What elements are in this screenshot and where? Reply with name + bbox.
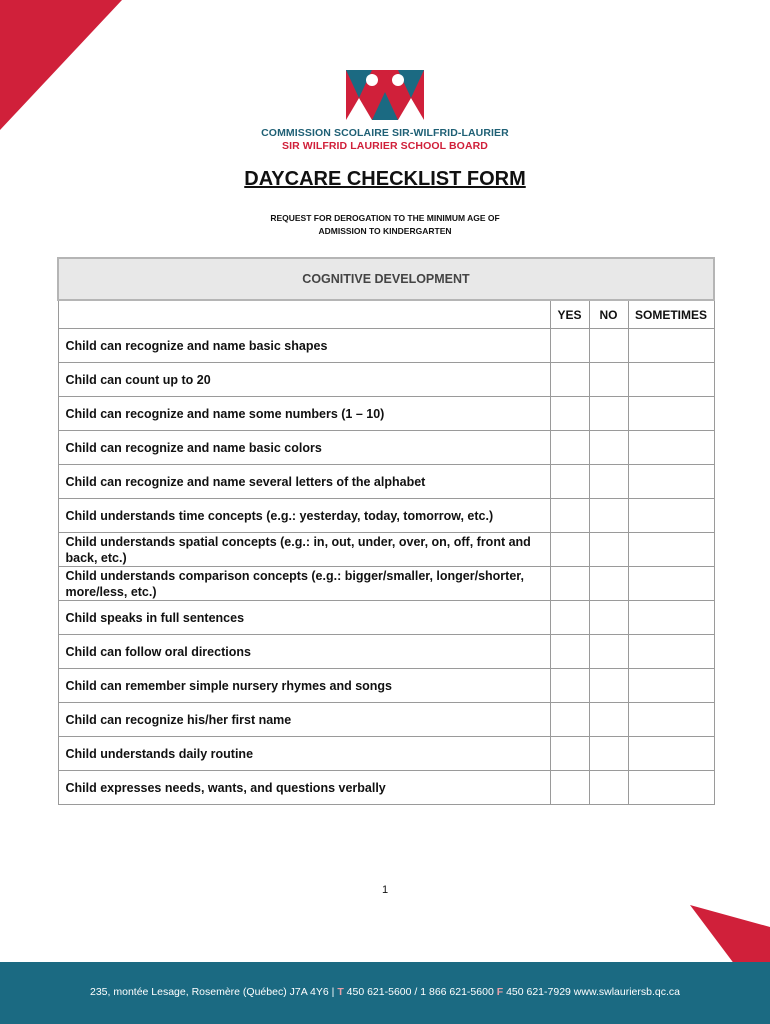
table-row — [58, 669, 714, 703]
checkbox-yes[interactable] — [550, 635, 589, 669]
checklist-table — [57, 257, 715, 805]
checklist-item-label: Child can recognize his/her first name — [58, 703, 550, 737]
checklist-item-label: Child can recognize and name several letters of the alphabet — [58, 465, 550, 499]
form-title: DAYCARE CHECKLIST FORM — [244, 168, 526, 190]
form-subtitle-line1: REQUEST FOR DEROGATION TO THE MINIMUM AGE OF — [270, 213, 500, 223]
section-title: COGNITIVE DEVELOPMENT — [58, 258, 714, 300]
checkbox-sometimes[interactable] — [628, 397, 714, 431]
table-row — [58, 771, 714, 805]
checkbox-yes[interactable] — [550, 397, 589, 431]
checklist-rows — [58, 329, 714, 805]
checklist-item-label: Child understands daily routine — [58, 737, 550, 771]
column-header-no: NO — [589, 300, 628, 329]
checkbox-no[interactable] — [589, 431, 628, 465]
checkbox-sometimes[interactable] — [628, 567, 714, 601]
footer-phone: 450 621-5600 / 1 866 621-5600 — [346, 986, 494, 998]
item-column-header — [58, 300, 550, 329]
checkbox-yes[interactable] — [550, 431, 589, 465]
checkbox-yes[interactable] — [550, 533, 589, 567]
table-row — [58, 397, 714, 431]
org-name-fr: COMMISSION SCOLAIRE SIR-WILFRID-LAURIER — [261, 127, 509, 139]
checklist-item-label: Child can recognize and name basic shapes — [58, 329, 550, 363]
checkbox-yes[interactable] — [550, 601, 589, 635]
checkbox-yes[interactable] — [550, 465, 589, 499]
table-row — [58, 465, 714, 499]
checkbox-no[interactable] — [589, 363, 628, 397]
table-row — [58, 601, 714, 635]
table-row — [58, 363, 714, 397]
checklist-item-label: Child can recognize and name basic colors — [58, 431, 550, 465]
checkbox-yes[interactable] — [550, 499, 589, 533]
checklist-item-label: Child can follow oral directions — [58, 635, 550, 669]
page-number: 1 — [381, 884, 389, 896]
checklist-item-label: Child speaks in full sentences — [58, 601, 550, 635]
checkbox-no[interactable] — [589, 635, 628, 669]
checklist-item-label: Child understands spatial concepts (e.g.: in, out, under, over, on, off, front and back, etc.) — [58, 533, 550, 567]
checkbox-sometimes[interactable] — [628, 669, 714, 703]
checkbox-no[interactable] — [589, 397, 628, 431]
checkbox-yes[interactable] — [550, 771, 589, 805]
table-row — [58, 635, 714, 669]
checkbox-no[interactable] — [589, 703, 628, 737]
checkbox-sometimes[interactable] — [628, 601, 714, 635]
checkbox-no[interactable] — [589, 567, 628, 601]
checklist-item-label: Child can count up to 20 — [58, 363, 550, 397]
checkbox-yes[interactable] — [550, 567, 589, 601]
checkbox-no[interactable] — [589, 771, 628, 805]
org-name-en: SIR WILFRID LAURIER SCHOOL BOARD — [281, 140, 488, 152]
checkbox-sometimes[interactable] — [628, 771, 714, 805]
checkbox-sometimes[interactable] — [628, 363, 714, 397]
checkbox-no[interactable] — [589, 737, 628, 771]
footer-address: 235, montée Lesage, Rosemère (Québec) J7A 4Y6 — [90, 986, 329, 998]
checkbox-yes[interactable] — [550, 363, 589, 397]
table-row — [58, 737, 714, 771]
checkbox-no[interactable] — [589, 465, 628, 499]
column-header-sometimes: SOMETIMES — [628, 300, 714, 329]
corner-decoration — [0, 0, 130, 130]
table-row — [58, 329, 714, 363]
footer-separator: | — [331, 986, 335, 998]
footer-website[interactable]: www.swlauriersb.qc.ca — [573, 986, 680, 998]
checkbox-sometimes[interactable] — [628, 703, 714, 737]
table-row — [58, 533, 714, 567]
checkbox-no[interactable] — [589, 329, 628, 363]
footer-bar — [0, 962, 770, 1024]
checkbox-no[interactable] — [589, 533, 628, 567]
checklist-item-label: Child can recognize and name some numbers (1 – 10) — [58, 397, 550, 431]
checklist-item-label: Child expresses needs, wants, and questions verbally — [58, 771, 550, 805]
school-board-logo — [342, 68, 428, 124]
checklist-item-label: Child can remember simple nursery rhymes and songs — [58, 669, 550, 703]
checkbox-sometimes[interactable] — [628, 465, 714, 499]
checkbox-no[interactable] — [589, 601, 628, 635]
checkbox-no[interactable] — [589, 499, 628, 533]
table-row — [58, 431, 714, 465]
checkbox-yes[interactable] — [550, 329, 589, 363]
table-row — [58, 567, 714, 601]
checkbox-sometimes[interactable] — [628, 635, 714, 669]
checklist-item-label: Child understands time concepts (e.g.: yesterday, today, tomorrow, etc.) — [58, 499, 550, 533]
checklist-item-label: Child understands comparison concepts (e.g.: bigger/smaller, longer/shorter, more/less, etc.) — [58, 567, 550, 601]
footer-fax: 450 621-7929 — [506, 986, 571, 998]
corner-decoration-bottom — [690, 905, 770, 965]
column-header-yes: YES — [550, 300, 589, 329]
checkbox-yes[interactable] — [550, 703, 589, 737]
footer-contact — [0, 986, 770, 998]
table-row — [58, 499, 714, 533]
footer-t-label: T — [337, 986, 344, 998]
footer-f-label: F — [496, 986, 504, 998]
checkbox-sometimes[interactable] — [628, 499, 714, 533]
checkbox-sometimes[interactable] — [628, 431, 714, 465]
checkbox-yes[interactable] — [550, 669, 589, 703]
checkbox-no[interactable] — [589, 669, 628, 703]
checkbox-sometimes[interactable] — [628, 533, 714, 567]
form-subtitle-line2: ADMISSION TO KINDERGARTEN — [318, 226, 452, 236]
table-row — [58, 703, 714, 737]
checkbox-sometimes[interactable] — [628, 329, 714, 363]
checkbox-yes[interactable] — [550, 737, 589, 771]
checkbox-sometimes[interactable] — [628, 737, 714, 771]
